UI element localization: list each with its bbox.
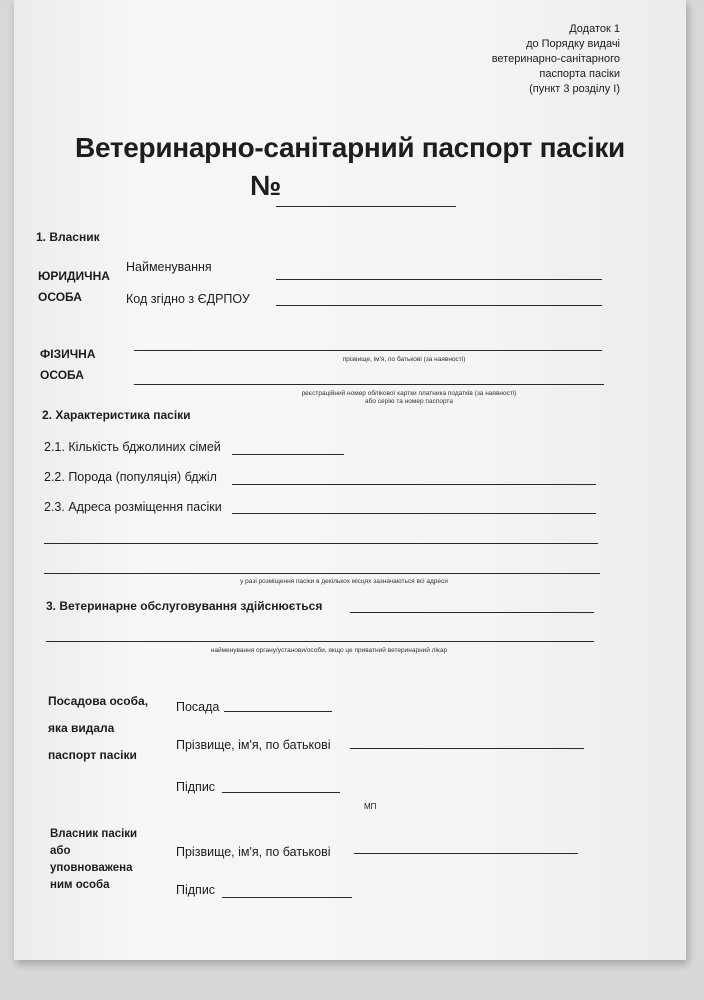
tax-id-hint — [284, 390, 534, 406]
document-title: Ветеринарно-санітарний паспорт пасіки — [75, 132, 625, 163]
name-field-line[interactable] — [276, 279, 602, 280]
official-signature-label: Підпис — [176, 780, 216, 794]
owner-signature-label: Підпис — [176, 883, 216, 897]
tax-id-hint-line2: або серію та номер паспорта — [365, 398, 453, 405]
bee-families-label: 2.1. Кількість бджолиних сімей — [44, 440, 221, 454]
section1-heading: 1. Власник — [36, 230, 100, 244]
fio-hint: прізвище, ім'я, по батькові (за наявності) — [342, 356, 466, 363]
apiary-address-field-line[interactable] — [232, 513, 596, 514]
owner-fio-field-line[interactable] — [354, 853, 578, 854]
tax-id-hint-line1: реєстраційний номер облікової картки платника податків (за наявності) — [301, 390, 517, 397]
bee-breed-field-line[interactable] — [232, 484, 596, 485]
number-field-line[interactable] — [276, 206, 456, 207]
owner-label-line1: Власник пасіки — [50, 828, 138, 840]
owner-label-line2: або — [50, 845, 71, 857]
annex-reference — [492, 22, 620, 97]
official-label-line1: Посадова особа, — [48, 694, 149, 708]
owner-label-line3: уповноважена — [50, 862, 133, 874]
official-fio-label: Прізвище, ім'я, по батькові — [176, 738, 331, 752]
owner-fio-label: Прізвище, ім'я, по батькові — [176, 845, 331, 859]
vet-service-field-line-2[interactable] — [46, 641, 594, 642]
annex-order-line: до Порядку видачі — [526, 38, 620, 50]
annex-clause-line: (пункт 3 розділу I) — [529, 83, 620, 95]
position-field-line[interactable] — [224, 711, 332, 712]
official-label-line2: яка видала — [48, 721, 115, 735]
edrpou-label: Код згідно з ЄДРПОУ — [126, 292, 250, 306]
bee-families-field-line[interactable] — [232, 454, 344, 455]
official-label — [48, 688, 148, 769]
official-fio-field-line[interactable] — [350, 748, 584, 749]
apiary-address-field-line-3[interactable] — [44, 573, 600, 574]
edrpou-field-line[interactable] — [276, 305, 602, 306]
position-label: Посада — [176, 700, 220, 714]
bee-breed-label: 2.2. Порода (популяція) бджіл — [44, 470, 217, 484]
annex-vet-line: ветеринарно-санітарного — [491, 53, 620, 65]
owner-label-line4: ним особа — [50, 879, 110, 891]
apiary-address-field-line-2[interactable] — [44, 543, 598, 544]
section2-heading: 2. Характеристика пасіки — [42, 408, 191, 422]
legal-entity-label-line1: ЮРИДИЧНА — [38, 269, 110, 283]
fio-field-line[interactable] — [134, 350, 602, 351]
vet-service-field-line[interactable] — [350, 612, 594, 613]
owner-label — [50, 826, 137, 894]
owner-signature-field-line[interactable] — [222, 897, 352, 898]
legal-entity-label-line2: ОСОБА — [38, 290, 82, 304]
number-label: № — [250, 170, 282, 201]
annex-line: Додаток 1 — [569, 23, 620, 35]
legal-entity-label — [38, 266, 110, 308]
stamp-mark: МП — [364, 802, 377, 811]
vet-service-hint: найменування органу/установи/особи, якщо це приватний ветеринарний лікар — [210, 647, 448, 654]
apiary-address-label: 2.3. Адреса розміщення пасіки — [44, 500, 222, 514]
physical-person-label-line1: ФІЗИЧНА — [40, 347, 96, 361]
name-label: Найменування — [126, 260, 212, 274]
annex-passport-line: паспорта пасіки — [539, 68, 620, 80]
official-signature-field-line[interactable] — [222, 792, 340, 793]
apiary-address-hint: у разі розміщення пасіки в декількох місцях зазначаються всі адреси — [240, 578, 448, 585]
physical-person-label — [40, 344, 95, 386]
physical-person-label-line2: ОСОБА — [40, 368, 84, 382]
section3-heading: 3. Ветеринарне обслуговування здійснюється — [46, 599, 323, 613]
official-label-line3: паспорт пасіки — [48, 748, 137, 762]
tax-id-field-line[interactable] — [134, 384, 604, 385]
document-page — [14, 0, 686, 960]
